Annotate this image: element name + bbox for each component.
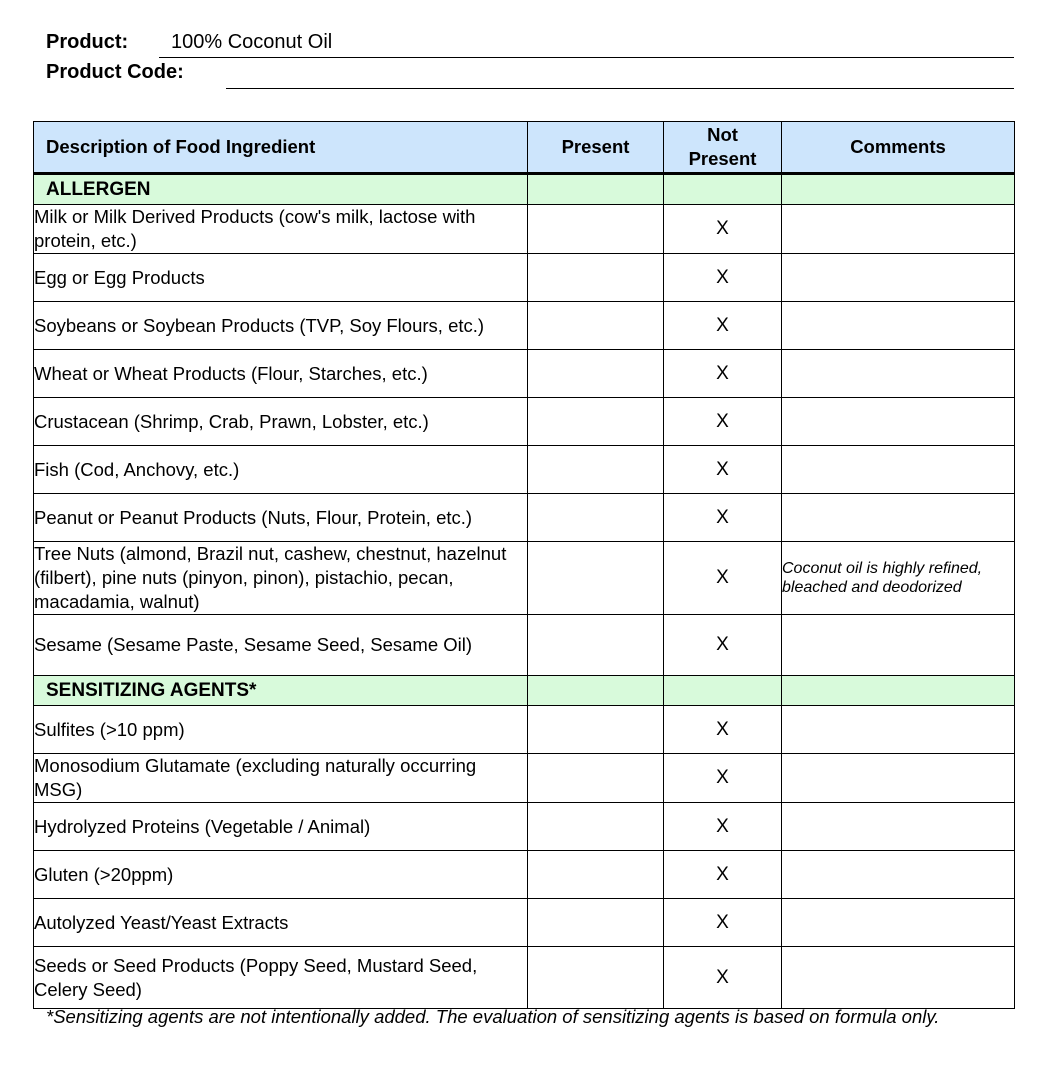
present-cell — [528, 446, 664, 494]
ingredient-description: Peanut or Peanut Products (Nuts, Flour, Protein, etc.) — [34, 494, 528, 542]
ingredient-description: Milk or Milk Derived Products (cow's milk, lactose with protein, etc.) — [34, 205, 528, 254]
product-code-field — [46, 61, 1016, 91]
comment-cell — [782, 706, 1015, 754]
not-present-mark: X — [664, 494, 782, 542]
present-cell — [528, 494, 664, 542]
present-cell — [528, 899, 664, 947]
not-present-mark: X — [664, 851, 782, 899]
product-underline — [159, 57, 1014, 58]
not-present-mark: X — [664, 446, 782, 494]
ingredient-description: Hydrolyzed Proteins (Vegetable / Animal) — [34, 803, 528, 851]
comment-cell — [782, 254, 1015, 302]
section-empty-cell — [782, 174, 1015, 205]
not-present-mark: X — [664, 947, 782, 1009]
table-row — [34, 754, 1015, 803]
ingredient-description: Fish (Cod, Anchovy, etc.) — [34, 446, 528, 494]
not-present-mark: X — [664, 254, 782, 302]
ingredient-description: Egg or Egg Products — [34, 254, 528, 302]
section-title: SENSITIZING AGENTS* — [34, 676, 528, 706]
table-row — [34, 947, 1015, 1009]
present-cell — [528, 398, 664, 446]
comment-cell — [782, 494, 1015, 542]
not-present-mark: X — [664, 754, 782, 803]
section-title: ALLERGEN — [34, 174, 528, 205]
footnote: *Sensitizing agents are not intentionally added. The evaluation of sensitizing agents is based on formula only. — [46, 1006, 940, 1027]
not-present-mark: X — [664, 398, 782, 446]
table-row — [34, 851, 1015, 899]
comment-cell — [782, 398, 1015, 446]
comment-cell — [782, 754, 1015, 803]
not-present-mark: X — [664, 706, 782, 754]
not-present-mark: X — [664, 615, 782, 676]
product-code-label: Product Code: — [46, 61, 184, 83]
present-cell — [528, 254, 664, 302]
not-present-mark: X — [664, 302, 782, 350]
comment-cell — [782, 947, 1015, 1009]
ingredient-description: Wheat or Wheat Products (Flour, Starches, etc.) — [34, 350, 528, 398]
column-header-present: Present — [528, 122, 664, 174]
table-row — [34, 542, 1015, 615]
comment-cell — [782, 615, 1015, 676]
table-row — [34, 615, 1015, 676]
section-empty-cell — [528, 676, 664, 706]
not-present-mark: X — [664, 542, 782, 615]
table-row — [34, 446, 1015, 494]
present-cell — [528, 542, 664, 615]
product-value: 100% Coconut Oil — [171, 31, 333, 53]
column-header-not-present-label: Not Present — [688, 124, 757, 169]
section-empty-cell — [782, 676, 1015, 706]
table-header-row — [34, 122, 1015, 174]
comment-cell — [782, 205, 1015, 254]
present-cell — [528, 947, 664, 1009]
comment-cell — [782, 350, 1015, 398]
comment-cell — [782, 803, 1015, 851]
ingredient-description: Crustacean (Shrimp, Crab, Prawn, Lobster, etc.) — [34, 398, 528, 446]
present-cell — [528, 851, 664, 899]
product-label: Product: — [46, 31, 129, 53]
not-present-mark: X — [664, 899, 782, 947]
table-row — [34, 302, 1015, 350]
table-row — [34, 706, 1015, 754]
section-empty-cell — [664, 174, 782, 205]
present-cell — [528, 615, 664, 676]
table-row — [34, 494, 1015, 542]
column-header-comments: Comments — [782, 122, 1015, 174]
comment-cell — [782, 899, 1015, 947]
section-empty-cell — [664, 676, 782, 706]
present-cell — [528, 302, 664, 350]
present-cell — [528, 350, 664, 398]
ingredient-description: Autolyzed Yeast/Yeast Extracts — [34, 899, 528, 947]
ingredient-description: Gluten (>20ppm) — [34, 851, 528, 899]
present-cell — [528, 205, 664, 254]
ingredient-description: Soybeans or Soybean Products (TVP, Soy Flours, etc.) — [34, 302, 528, 350]
column-header-description: Description of Food Ingredient — [34, 122, 528, 174]
product-field — [46, 31, 1016, 59]
section-empty-cell — [528, 174, 664, 205]
comment-cell — [782, 302, 1015, 350]
ingredient-description: Sulfites (>10 ppm) — [34, 706, 528, 754]
table-row — [34, 350, 1015, 398]
not-present-mark: X — [664, 350, 782, 398]
table-row — [34, 803, 1015, 851]
present-cell — [528, 803, 664, 851]
comment-cell — [782, 851, 1015, 899]
allergen-matrix-table — [33, 121, 1015, 1009]
ingredient-description: Sesame (Sesame Paste, Sesame Seed, Sesame Oil) — [34, 615, 528, 676]
ingredient-description: Seeds or Seed Products (Poppy Seed, Mustard Seed, Celery Seed) — [34, 947, 528, 1009]
not-present-mark: X — [664, 803, 782, 851]
present-cell — [528, 706, 664, 754]
column-header-not-present — [664, 122, 782, 174]
table-row — [34, 254, 1015, 302]
ingredient-description: Monosodium Glutamate (excluding naturally occurring MSG) — [34, 754, 528, 803]
present-cell — [528, 754, 664, 803]
table-row — [34, 205, 1015, 254]
comment-cell — [782, 446, 1015, 494]
table-row — [34, 398, 1015, 446]
section-row — [34, 174, 1015, 205]
table-body — [34, 174, 1015, 1009]
table-row — [34, 899, 1015, 947]
ingredient-description: Tree Nuts (almond, Brazil nut, cashew, chestnut, hazelnut (filbert), pine nuts (pinyon, pinon), pistachio, pecan, macadamia, walnut) — [34, 542, 528, 615]
product-code-underline — [226, 88, 1014, 89]
not-present-mark: X — [664, 205, 782, 254]
section-row — [34, 676, 1015, 706]
comment-cell: Coconut oil is highly refined, bleached and deodorized — [782, 542, 1015, 615]
